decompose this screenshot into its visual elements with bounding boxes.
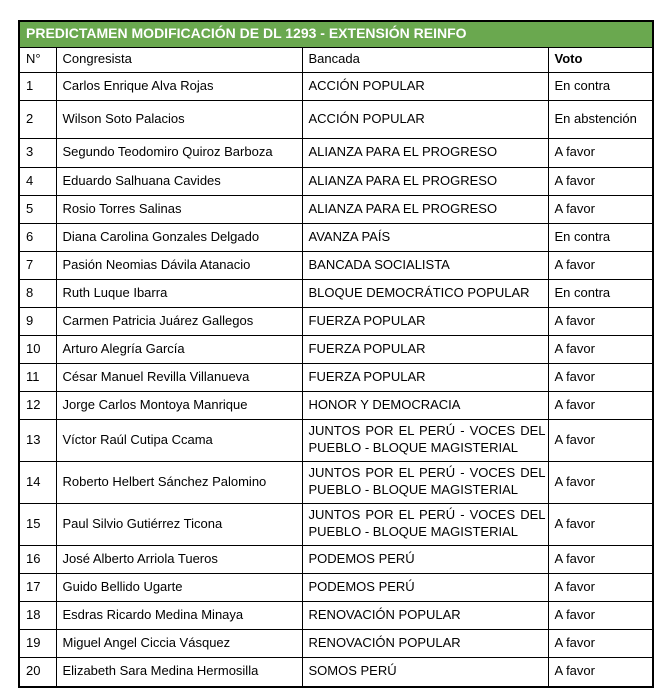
cell-bancada: ACCIÓN POPULAR (302, 72, 548, 100)
cell-bancada: PODEMOS PERÚ (302, 545, 548, 573)
cell-voto: En contra (548, 223, 653, 251)
cell-bancada: ALIANZA PARA EL PROGRESO (302, 195, 548, 223)
cell-congresista: Jorge Carlos Montoya Manrique (56, 391, 302, 419)
cell-row-number: 9 (19, 307, 56, 335)
table-row (19, 363, 653, 391)
table-row (19, 223, 653, 251)
cell-congresista: Ruth Luque Ibarra (56, 279, 302, 307)
table-head (19, 21, 653, 72)
cell-congresista: César Manuel Revilla Villanueva (56, 363, 302, 391)
cell-bancada: RENOVACIÓN POPULAR (302, 601, 548, 629)
column-header-bancada: Bancada (302, 47, 548, 72)
cell-row-number: 12 (19, 391, 56, 419)
cell-congresista: Carlos Enrique Alva Rojas (56, 72, 302, 100)
table-row (19, 629, 653, 657)
cell-congresista: Elizabeth Sara Medina Hermosilla (56, 657, 302, 687)
cell-row-number: 7 (19, 251, 56, 279)
cell-voto: A favor (548, 335, 653, 363)
cell-congresista: Diana Carolina Gonzales Delgado (56, 223, 302, 251)
table-row (19, 601, 653, 629)
cell-bancada: PODEMOS PERÚ (302, 573, 548, 601)
cell-voto: A favor (548, 503, 653, 545)
table-row (19, 138, 653, 167)
table-row (19, 195, 653, 223)
cell-bancada: RENOVACIÓN POPULAR (302, 629, 548, 657)
cell-voto: A favor (548, 391, 653, 419)
vote-table (18, 20, 654, 688)
table-row (19, 307, 653, 335)
cell-bancada: FUERZA POPULAR (302, 307, 548, 335)
cell-congresista: Rosio Torres Salinas (56, 195, 302, 223)
cell-voto: A favor (548, 657, 653, 687)
table-row (19, 251, 653, 279)
cell-voto: A favor (548, 363, 653, 391)
cell-congresista: Víctor Raúl Cutipa Ccama (56, 419, 302, 461)
cell-congresista: Paul Silvio Gutiérrez Ticona (56, 503, 302, 545)
table-row (19, 72, 653, 100)
table-row (19, 167, 653, 195)
cell-voto: A favor (548, 629, 653, 657)
table-title: PREDICTAMEN MODIFICACIÓN DE DL 1293 - EXTENSIÓN REINFO (19, 21, 653, 47)
cell-congresista: Arturo Alegría García (56, 335, 302, 363)
cell-congresista: Segundo Teodomiro Quiroz Barboza (56, 138, 302, 167)
table-row (19, 419, 653, 461)
cell-congresista: Guido Bellido Ugarte (56, 573, 302, 601)
cell-voto: En contra (548, 72, 653, 100)
table-row (19, 100, 653, 138)
cell-bancada: BANCADA SOCIALISTA (302, 251, 548, 279)
cell-row-number: 8 (19, 279, 56, 307)
cell-voto: A favor (548, 307, 653, 335)
cell-bancada: HONOR Y DEMOCRACIA (302, 391, 548, 419)
cell-voto: En abstención (548, 100, 653, 138)
cell-bancada: JUNTOS POR EL PERÚ - VOCES DEL PUEBLO - BLOQUE MAGISTERIAL (302, 419, 548, 461)
cell-bancada: ACCIÓN POPULAR (302, 100, 548, 138)
cell-bancada: AVANZA PAÍS (302, 223, 548, 251)
table-row (19, 391, 653, 419)
cell-voto: A favor (548, 251, 653, 279)
cell-voto: En contra (548, 279, 653, 307)
cell-voto: A favor (548, 573, 653, 601)
cell-voto: A favor (548, 138, 653, 167)
cell-row-number: 6 (19, 223, 56, 251)
cell-row-number: 18 (19, 601, 56, 629)
cell-congresista: Carmen Patricia Juárez Gallegos (56, 307, 302, 335)
cell-bancada: FUERZA POPULAR (302, 335, 548, 363)
column-header-voto: Voto (548, 47, 653, 72)
cell-row-number: 15 (19, 503, 56, 545)
cell-row-number: 17 (19, 573, 56, 601)
cell-row-number: 14 (19, 461, 56, 503)
cell-bancada: JUNTOS POR EL PERÚ - VOCES DEL PUEBLO - BLOQUE MAGISTERIAL (302, 461, 548, 503)
table-row (19, 545, 653, 573)
cell-row-number: 10 (19, 335, 56, 363)
cell-row-number: 11 (19, 363, 56, 391)
table-row (19, 503, 653, 545)
cell-bancada: ALIANZA PARA EL PROGRESO (302, 138, 548, 167)
cell-congresista: Miguel Angel Ciccia Vásquez (56, 629, 302, 657)
cell-bancada: FUERZA POPULAR (302, 363, 548, 391)
cell-voto: A favor (548, 419, 653, 461)
table-header-row (19, 47, 653, 72)
cell-row-number: 3 (19, 138, 56, 167)
cell-congresista: Esdras Ricardo Medina Minaya (56, 601, 302, 629)
cell-bancada: ALIANZA PARA EL PROGRESO (302, 167, 548, 195)
cell-congresista: Eduardo Salhuana Cavides (56, 167, 302, 195)
table-body (19, 72, 653, 687)
cell-row-number: 16 (19, 545, 56, 573)
cell-voto: A favor (548, 167, 653, 195)
column-header-congresista: Congresista (56, 47, 302, 72)
table-row (19, 279, 653, 307)
cell-bancada: JUNTOS POR EL PERÚ - VOCES DEL PUEBLO - BLOQUE MAGISTERIAL (302, 503, 548, 545)
cell-row-number: 1 (19, 72, 56, 100)
cell-congresista: Wilson Soto Palacios (56, 100, 302, 138)
cell-voto: A favor (548, 545, 653, 573)
table-row (19, 461, 653, 503)
cell-row-number: 5 (19, 195, 56, 223)
cell-bancada: BLOQUE DEMOCRÁTICO POPULAR (302, 279, 548, 307)
table-title-row (19, 21, 653, 47)
cell-voto: A favor (548, 461, 653, 503)
column-header-num: N° (19, 47, 56, 72)
cell-row-number: 2 (19, 100, 56, 138)
cell-row-number: 4 (19, 167, 56, 195)
cell-row-number: 13 (19, 419, 56, 461)
cell-congresista: José Alberto Arriola Tueros (56, 545, 302, 573)
cell-row-number: 19 (19, 629, 56, 657)
cell-congresista: Pasión Neomias Dávila Atanacio (56, 251, 302, 279)
cell-voto: A favor (548, 601, 653, 629)
table-row (19, 657, 653, 687)
cell-voto: A favor (548, 195, 653, 223)
cell-bancada: SOMOS PERÚ (302, 657, 548, 687)
table-row (19, 335, 653, 363)
cell-row-number: 20 (19, 657, 56, 687)
table-row (19, 573, 653, 601)
cell-congresista: Roberto Helbert Sánchez Palomino (56, 461, 302, 503)
